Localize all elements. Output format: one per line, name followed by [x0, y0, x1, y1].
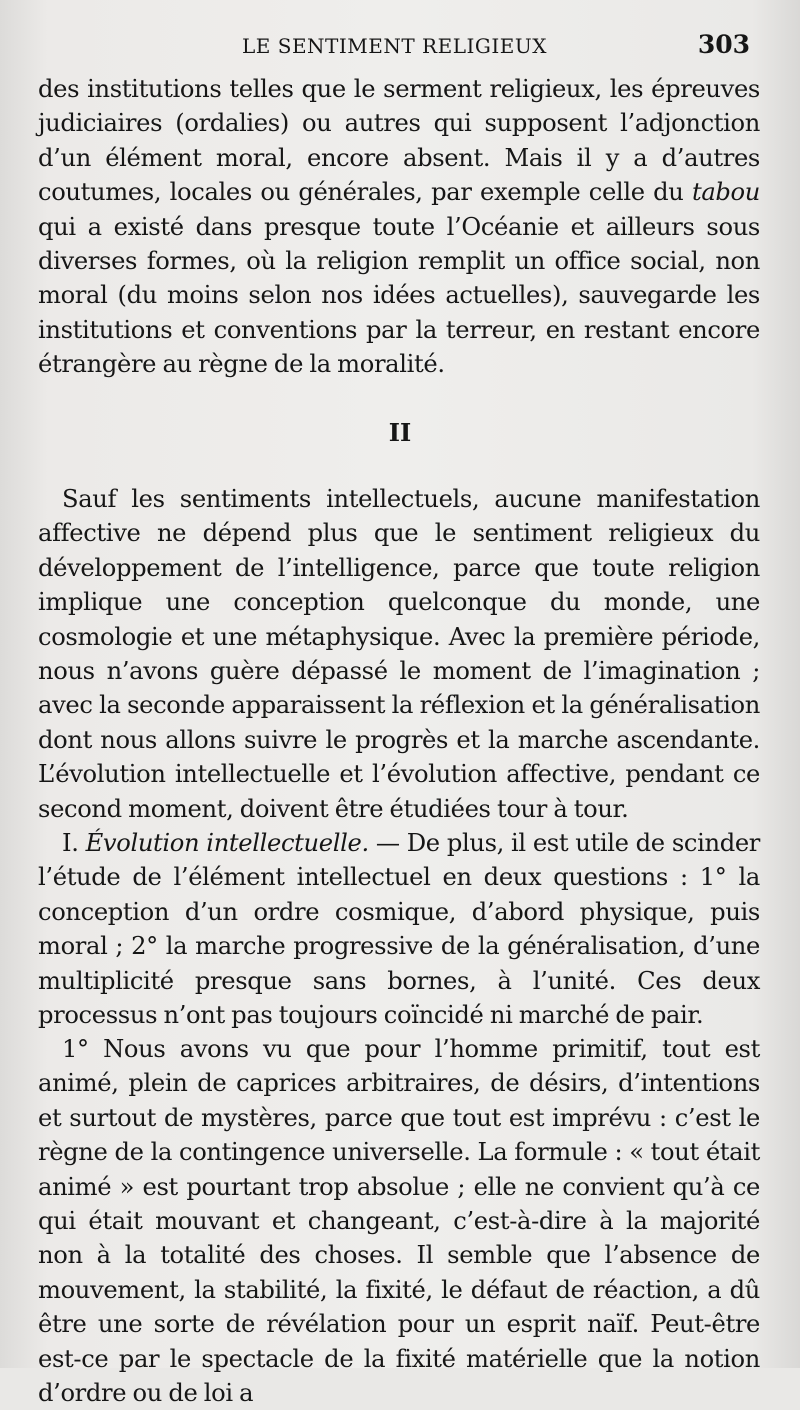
- paragraph-tabou-text-1: des institutions telles que le serment religieux, les épreuves judiciaires (ordalies) ou autres qui supposent l’adjonction d’un élément moral, encore absent. Mais il y a d’autres coutumes, locales ou générales, par exemple celle du: [38, 75, 760, 207]
- paragraph-tabou-text-2: qui a existé dans presque toute l’Océanie et ailleurs sous diverses formes, où la religion remplit un office social, non moral (du moins selon nos idées actuelles), sauvegarde les institutions et conventions par la terreur, en restant encore étrangère au règne de la moralité.: [38, 212, 760, 379]
- subsection-text: — De plus, il est utile de scinder l’étude de l’élément intellectuel en deux questions : 1° la conception d’un ordre cosmique, d’abord physique, puis moral ; 2° la marche progressive de la généralisation, d’une multiplicité presque sans bornes, à l’unité. Ces deux processus n’ont pas toujours coïncidé ni marché de pair.: [38, 829, 761, 1030]
- paragraph-evolution-intellectuelle: [38, 826, 760, 1032]
- term-tabou: tabou: [691, 178, 760, 207]
- paragraph-homme-primitif: 1° Nous avons vu que pour l’homme primitif, tout est animé, plein de caprices arbitraires, de désirs, d’intentions et surtout de mystères, parce que tout est imprévu : c’est le règne de la contingence universelle. La formule : « tout était animé » est pourtant trop absolue ; elle ne convient qu’à ce qui était mouvant et changeant, c’est-à-dire à la majorité non à la totalité des choses. Il semble que l’absence de mouvement, la stabilité, la fixité, le défaut de réaction, a dû être une sorte de révélation pour un esprit naïf. Peut-être est-ce par le spectacle de la fixité matérielle que la notion d’ordre ou de loi a: [38, 1035, 760, 1408]
- subsection-number: I.: [62, 829, 86, 857]
- running-title: LE SENTIMENT RELIGIEUX: [242, 34, 547, 58]
- section-numeral: II: [388, 418, 412, 447]
- paragraph-intro-section-ii: Sauf les sentiments intellectuels, aucune manifestation affective ne dépend plus que le sentiment religieux du développement de l’intelligence, parce que toute religion implique une conception quelconque du monde, une cosmologie et une métaphysique. Avec la première période, nous n’avons guère dépassé le moment de l’imagination ; avec la seconde apparaissent la réflexion et la généralisation dont nous allons suivre le progrès et la marche ascendante. L’évolution intellectuelle et l’évolution affective, pendant ce second moment, doivent être étudiées tour à tour.: [38, 485, 760, 823]
- page-header: [38, 30, 750, 66]
- paragraph-tabou: [38, 72, 760, 382]
- subsection-heading: Évolution intellectuelle.: [85, 829, 369, 857]
- page-number: 303: [697, 30, 750, 59]
